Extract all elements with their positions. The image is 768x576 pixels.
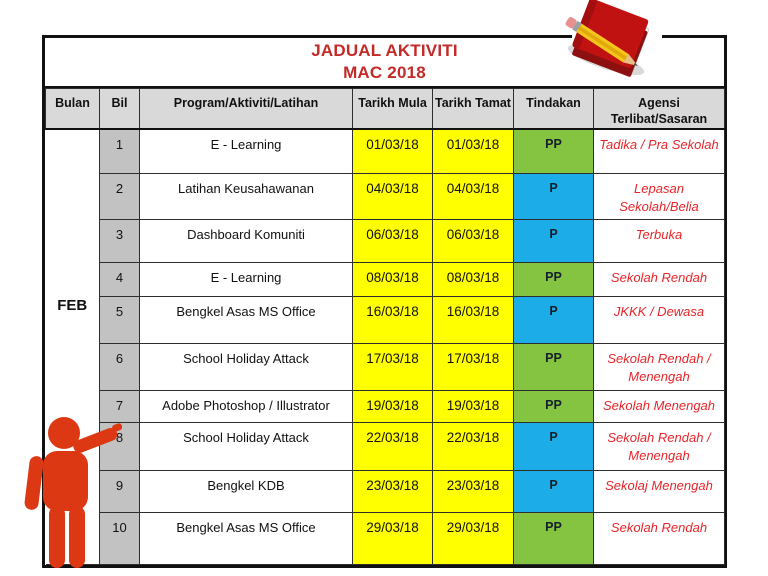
- cell-tindakan: P: [514, 220, 594, 263]
- cell-bil: 9: [100, 471, 140, 513]
- cell-tindakan: PP: [514, 513, 594, 565]
- cell-bil: 3: [100, 220, 140, 263]
- cell-tindakan: PP: [514, 129, 594, 174]
- cell-tindakan: P: [514, 471, 594, 513]
- title-line-2: MAC 2018: [343, 63, 426, 82]
- table-row: [46, 174, 725, 220]
- cell-tarikh-mula: 06/03/18: [353, 220, 433, 263]
- cell-program: School Holiday Attack: [140, 344, 353, 391]
- table-row: [46, 220, 725, 263]
- cell-tindakan: PP: [514, 263, 594, 297]
- cell-tarikh-tamat: 22/03/18: [433, 423, 514, 471]
- book-pencil-icon: [560, 0, 672, 78]
- cell-bil: 7: [100, 391, 140, 423]
- cell-tarikh-mula: 08/03/18: [353, 263, 433, 297]
- cell-program: School Holiday Attack: [140, 423, 353, 471]
- month-cell: FEB: [46, 129, 100, 565]
- cell-tindakan: P: [514, 297, 594, 344]
- cell-program: E - Learning: [140, 263, 353, 297]
- col-header-tarikh-tamat: Tarikh Tamat: [433, 89, 514, 129]
- cell-tarikh-mula: 01/03/18: [353, 129, 433, 174]
- col-header-bil: Bil: [100, 89, 140, 129]
- cell-tarikh-mula: 19/03/18: [353, 391, 433, 423]
- schedule-table: [45, 88, 725, 565]
- header-row: [46, 89, 725, 129]
- cell-tarikh-mula: 17/03/18: [353, 344, 433, 391]
- table-row: [46, 391, 725, 423]
- cell-agensi: Sekolah Rendah / Menengah: [594, 423, 725, 471]
- cell-tarikh-tamat: 17/03/18: [433, 344, 514, 391]
- col-header-program: Program/Aktiviti/Latihan: [140, 89, 353, 129]
- cell-agensi: Terbuka: [594, 220, 725, 263]
- cell-bil: 5: [100, 297, 140, 344]
- table-row: [46, 297, 725, 344]
- cell-tarikh-tamat: 08/03/18: [433, 263, 514, 297]
- cell-tindakan: PP: [514, 391, 594, 423]
- col-header-bulan: Bulan: [46, 89, 100, 129]
- presenter-figure-icon: [20, 414, 122, 569]
- cell-tindakan: P: [514, 423, 594, 471]
- cell-agensi: Sekolah Rendah: [594, 513, 725, 565]
- title-line-1: JADUAL AKTIVITI: [311, 40, 458, 60]
- cell-bil: 6: [100, 344, 140, 391]
- cell-program: E - Learning: [140, 129, 353, 174]
- cell-bil: 4: [100, 263, 140, 297]
- activity-schedule-table: [42, 35, 727, 568]
- cell-tarikh-tamat: 04/03/18: [433, 174, 514, 220]
- cell-program: Adobe Photoshop / Illustrator: [140, 391, 353, 423]
- cell-tarikh-tamat: 01/03/18: [433, 129, 514, 174]
- cell-tarikh-tamat: 29/03/18: [433, 513, 514, 565]
- cell-program: Dashboard Komuniti: [140, 220, 353, 263]
- cell-program: Bengkel KDB: [140, 471, 353, 513]
- cell-tarikh-mula: 22/03/18: [353, 423, 433, 471]
- cell-bil: 2: [100, 174, 140, 220]
- cell-agensi: Sekolaj Menengah: [594, 471, 725, 513]
- cell-tarikh-mula: 16/03/18: [353, 297, 433, 344]
- cell-tindakan: PP: [514, 344, 594, 391]
- cell-program: Bengkel Asas MS Office: [140, 297, 353, 344]
- cell-agensi: Lepasan Sekolah/Belia: [594, 174, 725, 220]
- table-row: [46, 513, 725, 565]
- col-header-agensi: Agensi Terlibat/Sasaran: [594, 89, 725, 129]
- table-row: [46, 471, 725, 513]
- table-row: [46, 129, 725, 174]
- cell-agensi: Tadika / Pra Sekolah: [594, 129, 725, 174]
- col-header-tindakan: Tindakan: [514, 89, 594, 129]
- cell-bil: 10: [100, 513, 140, 565]
- table-row: [46, 423, 725, 471]
- cell-tarikh-mula: 23/03/18: [353, 471, 433, 513]
- cell-program: Bengkel Asas MS Office: [140, 513, 353, 565]
- col-header-tarikh-mula: Tarikh Mula: [353, 89, 433, 129]
- cell-agensi: Sekolah Rendah / Menengah: [594, 344, 725, 391]
- cell-tarikh-tamat: 23/03/18: [433, 471, 514, 513]
- cell-bil: 1: [100, 129, 140, 174]
- table-row: [46, 263, 725, 297]
- cell-tarikh-tamat: 16/03/18: [433, 297, 514, 344]
- table-row: [46, 344, 725, 391]
- cell-tarikh-tamat: 06/03/18: [433, 220, 514, 263]
- cell-agensi: Sekolah Rendah: [594, 263, 725, 297]
- cell-program: Latihan Keusahawanan: [140, 174, 353, 220]
- cell-agensi: Sekolah Menengah: [594, 391, 725, 423]
- cell-tindakan: P: [514, 174, 594, 220]
- cell-agensi: JKKK / Dewasa: [594, 297, 725, 344]
- cell-tarikh-mula: 04/03/18: [353, 174, 433, 220]
- cell-tarikh-mula: 29/03/18: [353, 513, 433, 565]
- cell-tarikh-tamat: 19/03/18: [433, 391, 514, 423]
- cell-bil: 8: [100, 423, 140, 471]
